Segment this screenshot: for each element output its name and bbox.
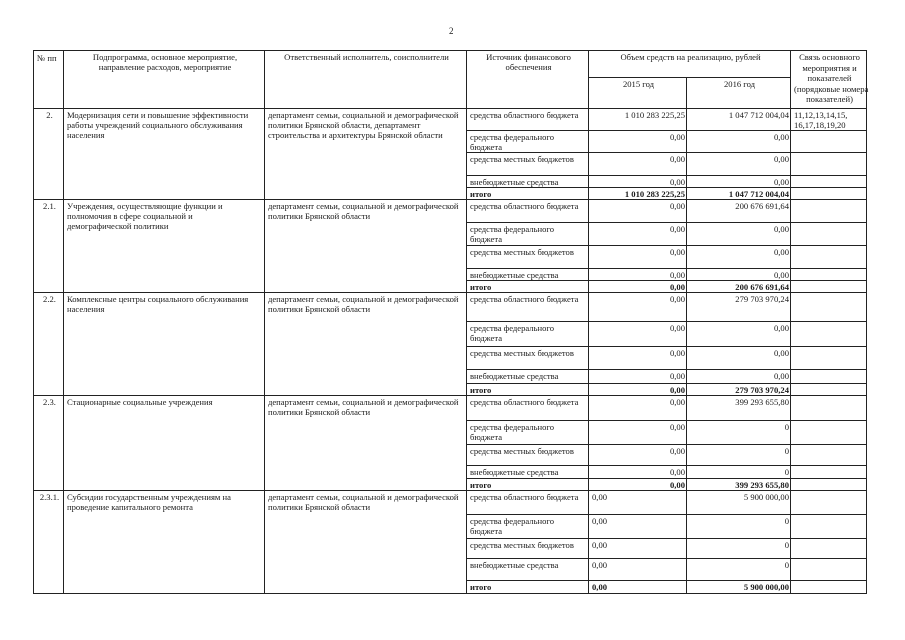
amount-2016: 0,00 <box>687 322 791 347</box>
amount-2016: 0 <box>687 466 791 479</box>
table-row <box>34 396 867 421</box>
amount-2016: 200 676 691,64 <box>687 200 791 223</box>
indicator-cell <box>791 445 867 466</box>
indicator-cell <box>791 581 867 594</box>
amount-2016: 0,00 <box>687 246 791 269</box>
amount-2015: 0,00 <box>589 421 687 445</box>
table-row <box>34 109 867 131</box>
header-program: Подпрограмма, основное мероприятие, направление расходов, мероприятие <box>64 51 265 109</box>
source-label: средства федерального бюджета <box>467 322 589 347</box>
source-label: средства федерального бюджета <box>467 131 589 153</box>
source-label: средства федерального бюджета <box>467 421 589 445</box>
total-2015: 0,00 <box>589 479 687 491</box>
section-number: 2.2. <box>34 293 64 396</box>
amount-2015: 0,00 <box>589 539 687 559</box>
indicator-cell <box>791 479 867 491</box>
program-title: Стационарные социальные учреждения <box>64 396 265 491</box>
total-label: итого <box>467 384 589 396</box>
indicator-cell <box>791 396 867 421</box>
table-row <box>34 293 867 322</box>
program-title: Комплексные центры социального обслуживания населения <box>64 293 265 396</box>
amount-2016: 1 047 712 004,04 <box>687 109 791 131</box>
amount-2015: 0,00 <box>589 322 687 347</box>
amount-2016: 0 <box>687 445 791 466</box>
indicator-cell <box>791 200 867 223</box>
source-label: средства областного бюджета <box>467 109 589 131</box>
section-number: 2.3.1. <box>34 491 64 594</box>
amount-2016: 5 900 000,00 <box>687 491 791 515</box>
header-year-2016: 2016 год <box>687 78 791 109</box>
amount-2015: 0,00 <box>589 153 687 176</box>
program-title: Субсидии государственным учреждениям на проведение капитального ремонта <box>64 491 265 594</box>
indicator-cell <box>791 322 867 347</box>
total-2016: 399 293 655,80 <box>687 479 791 491</box>
indicator-cell <box>791 153 867 176</box>
amount-2015: 0,00 <box>589 396 687 421</box>
indicator-cell <box>791 539 867 559</box>
amount-2015: 0,00 <box>589 491 687 515</box>
budget-table <box>33 50 867 594</box>
source-label: внебюджетные средства <box>467 466 589 479</box>
source-label: внебюджетные средства <box>467 559 589 581</box>
indicator-cell <box>791 515 867 539</box>
executor-cell: департамент семьи, социальной и демографической политики Брянской области <box>265 293 467 396</box>
total-2015: 0,00 <box>589 281 687 293</box>
amount-2016: 0,00 <box>687 347 791 370</box>
header-year-2015: 2015 год <box>589 78 687 109</box>
indicator-cell <box>791 223 867 246</box>
amount-2015: 0,00 <box>589 445 687 466</box>
total-2015: 0,00 <box>589 384 687 396</box>
program-title: Учреждения, осуществляющие функции и полномочия в сфере социальной и демографической политики <box>64 200 265 293</box>
amount-2016: 279 703 970,24 <box>687 293 791 322</box>
amount-2016: 0,00 <box>687 131 791 153</box>
source-label: средства областного бюджета <box>467 491 589 515</box>
amount-2016: 0,00 <box>687 269 791 281</box>
source-label: средства местных бюджетов <box>467 347 589 370</box>
amount-2016: 399 293 655,80 <box>687 396 791 421</box>
total-2015: 1 010 283 225,25 <box>589 188 687 200</box>
amount-2016: 0 <box>687 421 791 445</box>
total-label: итого <box>467 281 589 293</box>
program-title: Модернизация сети и повышение эффективности работы учреждений социального обслуживания населения <box>64 109 265 200</box>
source-label: средства федерального бюджета <box>467 515 589 539</box>
total-label: итого <box>467 479 589 491</box>
source-label: средства областного бюджета <box>467 200 589 223</box>
executor-cell: департамент семьи, социальной и демографической политики Брянской области <box>265 200 467 293</box>
indicator-cell <box>791 421 867 445</box>
amount-2016: 0 <box>687 539 791 559</box>
indicator-cell <box>791 347 867 370</box>
source-label: средства областного бюджета <box>467 293 589 322</box>
source-label: средства местных бюджетов <box>467 445 589 466</box>
header-row <box>34 51 867 78</box>
source-label: средства местных бюджетов <box>467 246 589 269</box>
amount-2015: 0,00 <box>589 559 687 581</box>
total-2016: 200 676 691,64 <box>687 281 791 293</box>
amount-2015: 0,00 <box>589 515 687 539</box>
indicator-cell <box>791 269 867 281</box>
amount-2015: 0,00 <box>589 176 687 188</box>
header-source: Источник финансового обеспечения <box>467 51 589 109</box>
indicator-cell <box>791 293 867 322</box>
indicator-cell <box>791 559 867 581</box>
total-label: итого <box>467 581 589 594</box>
indicator-links: 11,12,13,14,15, 16,17,18,19,20 <box>791 109 867 131</box>
amount-2016: 0,00 <box>687 176 791 188</box>
amount-2015: 0,00 <box>589 131 687 153</box>
amount-2015: 1 010 283 225,25 <box>589 109 687 131</box>
source-label: средства местных бюджетов <box>467 539 589 559</box>
indicator-cell <box>791 370 867 384</box>
amount-2016: 0,00 <box>687 223 791 246</box>
indicator-cell <box>791 131 867 153</box>
page-number: 2 <box>449 26 454 36</box>
indicator-cell <box>791 188 867 200</box>
amount-2015: 0,00 <box>589 200 687 223</box>
amount-2015: 0,00 <box>589 466 687 479</box>
section-number: 2.1. <box>34 200 64 293</box>
total-2016: 279 703 970,24 <box>687 384 791 396</box>
amount-2015: 0,00 <box>589 269 687 281</box>
total-2016: 5 900 000,00 <box>687 581 791 594</box>
amount-2016: 0,00 <box>687 153 791 176</box>
indicator-cell <box>791 466 867 479</box>
source-label: внебюджетные средства <box>467 370 589 384</box>
amount-2016: 0 <box>687 515 791 539</box>
table-row <box>34 491 867 515</box>
amount-2016: 0,00 <box>687 370 791 384</box>
amount-2015: 0,00 <box>589 293 687 322</box>
indicator-cell <box>791 246 867 269</box>
amount-2016: 0 <box>687 559 791 581</box>
indicator-cell <box>791 384 867 396</box>
total-2015: 0,00 <box>589 581 687 594</box>
amount-2015: 0,00 <box>589 370 687 384</box>
amount-2015: 0,00 <box>589 347 687 370</box>
source-label: внебюджетные средства <box>467 176 589 188</box>
source-label: средства областного бюджета <box>467 396 589 421</box>
amount-2015: 0,00 <box>589 223 687 246</box>
section-number: 2. <box>34 109 64 200</box>
table-row <box>34 200 867 223</box>
header-executor: Ответственный исполнитель, соисполнители <box>265 51 467 109</box>
source-label: средства местных бюджетов <box>467 153 589 176</box>
indicator-cell <box>791 176 867 188</box>
header-num: № пп <box>34 51 64 109</box>
header-indicators: Связь основного мероприятия и показателей (порядковые номера показателей) <box>791 51 867 109</box>
indicator-cell <box>791 281 867 293</box>
header-volume: Объем средств на реализацию, рублей <box>589 51 791 78</box>
section-number: 2.3. <box>34 396 64 491</box>
executor-cell: департамент семьи, социальной и демографической политики Брянской области <box>265 396 467 491</box>
source-label: средства федерального бюджета <box>467 223 589 246</box>
source-label: внебюджетные средства <box>467 269 589 281</box>
total-label: итого <box>467 188 589 200</box>
executor-cell: департамент семьи, социальной и демографической политики Брянской области <box>265 491 467 594</box>
total-2016: 1 047 712 004,04 <box>687 188 791 200</box>
indicator-cell <box>791 491 867 515</box>
amount-2015: 0,00 <box>589 246 687 269</box>
executor-cell: департамент семьи, социальной и демографической политики Брянской области, департамент строительства и архитектуры Брянской области <box>265 109 467 200</box>
